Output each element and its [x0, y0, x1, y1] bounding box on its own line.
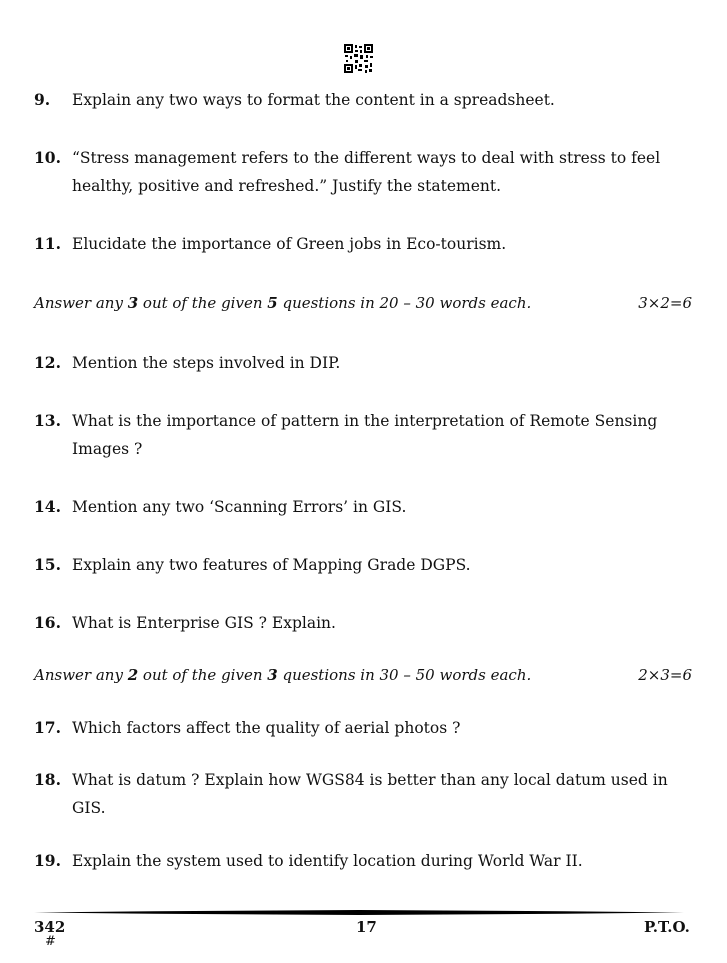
question-text: What is the importance of pattern in the interpretation of Remote Sensing Images ? [72, 412, 658, 458]
instruction-pre: Answer any [34, 294, 128, 312]
question-19 [34, 847, 674, 875]
paper-code: 342 [34, 918, 66, 936]
question-text: Elucidate the importance of Green jobs in Eco-tourism. [72, 235, 507, 253]
section-instruction-2-marks [34, 665, 692, 685]
page-number: 17 [356, 918, 377, 936]
question-text: What is Enterprise GIS ? Explain. [72, 614, 336, 632]
question-14 [34, 493, 674, 521]
question-11 [34, 230, 674, 258]
question-12 [34, 349, 674, 377]
section-marks: 3×2=6 [638, 294, 692, 312]
question-9 [34, 86, 674, 114]
question-15 [34, 551, 674, 579]
instruction-total: 3 [267, 666, 278, 684]
question-text: Mention any two ‘Scanning Errors’ in GIS. [72, 498, 407, 516]
instruction-mid: out of the given [138, 666, 268, 684]
instruction-post: questions in 30 – 50 words each. [277, 666, 532, 684]
question-number: 17. [34, 718, 61, 737]
question-text: What is datum ? Explain how WGS84 is better than any local datum used in GIS. [72, 771, 668, 817]
section-instruction-3-marks [34, 293, 692, 313]
question-number: 14. [34, 497, 61, 516]
question-number: 16. [34, 613, 61, 632]
question-number: 10. [34, 148, 61, 167]
question-text: Mention the steps involved in DIP. [72, 354, 341, 372]
question-text: Explain any two features of Mapping Grade DGPS. [72, 556, 471, 574]
question-10 [34, 144, 674, 200]
footer-rule [34, 910, 684, 915]
question-text: “Stress management refers to the different ways to deal with stress to feel healthy, positive and refreshed.” Justify the statement. [72, 149, 661, 195]
instruction-total: 5 [267, 294, 278, 312]
question-number: 12. [34, 353, 61, 372]
question-16 [34, 609, 674, 637]
qr-code-icon [344, 44, 373, 73]
question-number: 18. [34, 770, 61, 789]
question-number: 15. [34, 555, 61, 574]
question-text: Explain the system used to identify location during World War II. [72, 852, 583, 870]
section-marks: 2×3=6 [638, 666, 692, 684]
paper-hash: # [45, 934, 56, 949]
question-number: 19. [34, 851, 61, 870]
instruction-pre: Answer any [34, 666, 128, 684]
question-18 [34, 766, 674, 822]
question-text: Which factors affect the quality of aerial photos ? [72, 719, 461, 737]
question-number: 9. [34, 90, 51, 109]
question-number: 13. [34, 411, 61, 430]
pto-label: P.T.O. [644, 918, 690, 936]
question-17 [34, 714, 674, 742]
instruction-count: 3 [127, 294, 139, 312]
question-number: 11. [34, 234, 61, 253]
instruction-count: 2 [127, 666, 139, 684]
instruction-mid: out of the given [138, 294, 268, 312]
question-text: Explain any two ways to format the content in a spreadsheet. [72, 91, 555, 109]
instruction-post: questions in 20 – 30 words each. [277, 294, 532, 312]
question-13 [34, 407, 674, 463]
